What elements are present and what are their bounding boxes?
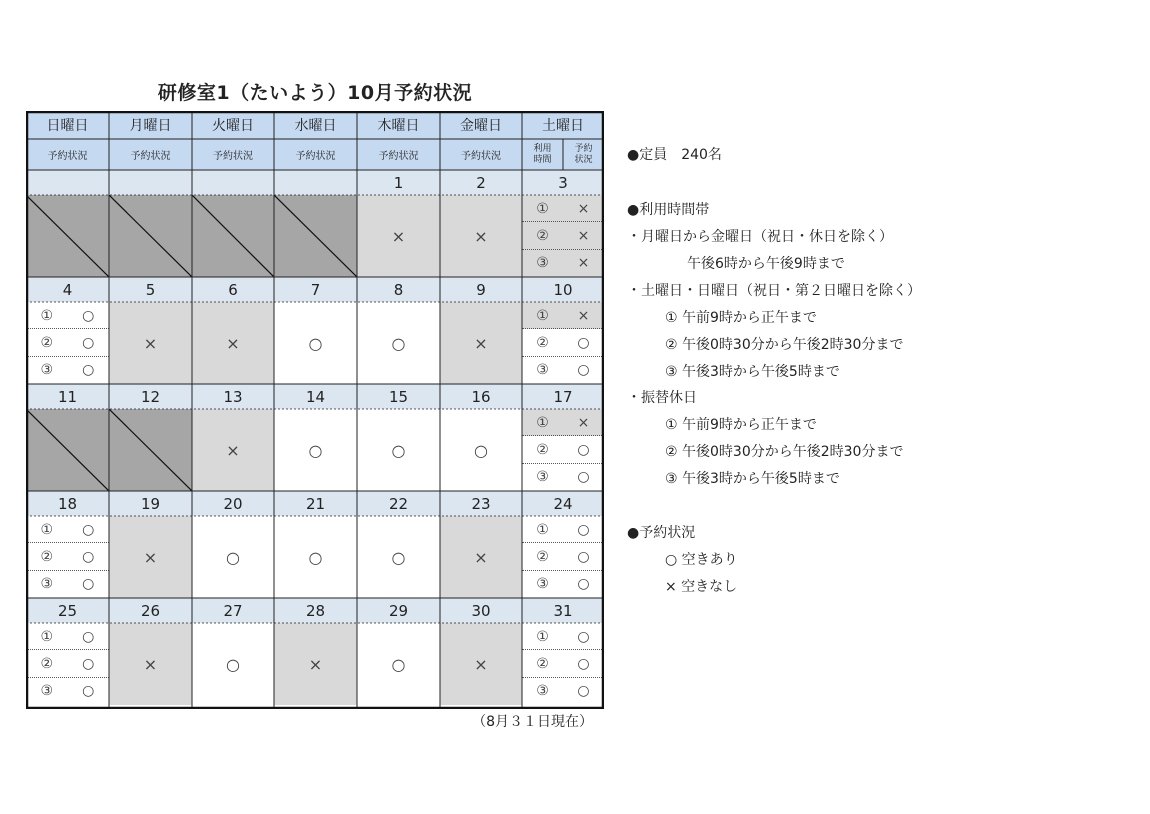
status-full: × 空きなし xyxy=(665,579,738,595)
status-subheader: 予約状況 xyxy=(192,139,274,170)
slot-status: ○ xyxy=(577,548,590,565)
day-status: × xyxy=(109,516,192,598)
slot-status: ○ xyxy=(577,334,590,351)
day-status: × xyxy=(440,302,522,384)
weekday-header: 木曜日 xyxy=(357,111,440,139)
day-status: ○ xyxy=(274,302,357,384)
weekend-title: ・土曜日・日曜日（祝日・第２日曜日を除く） xyxy=(627,283,921,299)
date-number: 22 xyxy=(357,491,440,516)
weekday-header: 金曜日 xyxy=(440,111,522,139)
slot-label: ③ xyxy=(536,576,549,593)
page-title: 研修室1（たいよう）10月予約状況 xyxy=(157,82,473,104)
slot-label: ③ xyxy=(536,362,549,379)
slot-label: ② xyxy=(536,548,549,565)
slot-label: ② xyxy=(536,655,549,672)
capacity-note: ●定員 240名 xyxy=(627,147,722,163)
weekday-header: 日曜日 xyxy=(26,111,109,139)
date-number: 19 xyxy=(109,491,192,516)
day-status: ○ xyxy=(274,516,357,598)
day-status: × xyxy=(109,302,192,384)
status-available: ○ 空きあり xyxy=(665,552,738,568)
slot-label: ③ xyxy=(536,255,549,272)
date-number: 13 xyxy=(192,384,274,409)
date-number: 10 xyxy=(522,277,604,302)
holiday-slot-1: ① 午前9時から正午まで xyxy=(665,417,817,433)
day-status: ○ xyxy=(357,623,440,705)
slot-label: ① xyxy=(536,200,549,217)
slot-label: ① xyxy=(536,414,549,431)
date-number: 7 xyxy=(274,277,357,302)
weekday-header: 月曜日 xyxy=(109,111,192,139)
day-status: × xyxy=(192,409,274,491)
slot-label: ② xyxy=(40,655,54,672)
weekday-hours: 午後6時から午後9時まで xyxy=(687,256,845,272)
slot-status: ○ xyxy=(82,362,95,379)
status-subheader: 予約状況 xyxy=(274,139,357,170)
weekday-title: ・月曜日から金曜日（祝日・休日を除く） xyxy=(627,229,893,245)
holiday-slot-3: ③ 午後3時から午後5時まで xyxy=(665,471,840,487)
slot-label: ③ xyxy=(536,469,549,486)
date-number: 30 xyxy=(440,598,522,623)
slot-label: ② xyxy=(536,227,549,244)
date-number: 21 xyxy=(274,491,357,516)
date-number: 16 xyxy=(440,384,522,409)
date-number: 2 xyxy=(440,170,522,195)
status-subheader: 予約状況 xyxy=(440,139,522,170)
date-number: 29 xyxy=(357,598,440,623)
date-number: 9 xyxy=(440,277,522,302)
slot-label: ① xyxy=(40,307,54,324)
slot-status: ○ xyxy=(82,307,95,324)
weekday-header: 土曜日 xyxy=(522,111,604,139)
slot-label: ③ xyxy=(40,362,54,379)
date-number: 24 xyxy=(522,491,604,516)
slot-status: × xyxy=(577,307,590,324)
date-number: 1 xyxy=(357,170,440,195)
status-subheader: 予約状況 xyxy=(357,139,440,170)
slot-status: ○ xyxy=(577,441,590,458)
weekend-slot-2: ② 午後0時30分から午後2時30分まで xyxy=(665,337,904,353)
date-number: 11 xyxy=(26,384,109,409)
status-subheader: 予約状況 xyxy=(109,139,192,170)
day-status: ○ xyxy=(192,516,274,598)
status-title: ●予約状況 xyxy=(627,525,696,541)
date-number: 31 xyxy=(522,598,604,623)
day-status: ○ xyxy=(357,516,440,598)
slot-status: ○ xyxy=(82,576,95,593)
slot-label: ① xyxy=(40,521,54,538)
slot-label: ③ xyxy=(536,683,549,700)
slot-label: ② xyxy=(40,548,54,565)
slot-status: ○ xyxy=(82,628,95,645)
slot-status: × xyxy=(577,200,590,217)
day-status: × xyxy=(192,302,274,384)
date-number: 6 xyxy=(192,277,274,302)
slot-status: × xyxy=(577,414,590,431)
day-status: ○ xyxy=(440,409,522,491)
weekend-slot-1: ① 午前9時から正午まで xyxy=(665,310,817,326)
usage-time-subheader: 利用 時間 xyxy=(522,139,563,170)
slot-status: ○ xyxy=(577,628,590,645)
slot-label: ① xyxy=(536,628,549,645)
slot-status: ○ xyxy=(577,576,590,593)
slot-status: ○ xyxy=(82,521,95,538)
slot-status: ○ xyxy=(82,683,95,700)
date-number: 28 xyxy=(274,598,357,623)
date-number: 5 xyxy=(109,277,192,302)
slot-label: ① xyxy=(536,307,549,324)
slot-status: ○ xyxy=(82,548,95,565)
reservation-calendar xyxy=(26,111,604,709)
slot-status: ○ xyxy=(82,334,95,351)
status-subheader: 予約状況 xyxy=(26,139,109,170)
day-status: ○ xyxy=(357,409,440,491)
slot-status: ○ xyxy=(577,469,590,486)
slot-status: ○ xyxy=(82,655,95,672)
date-number: 14 xyxy=(274,384,357,409)
date-number: 17 xyxy=(522,384,604,409)
slot-label: ② xyxy=(536,334,549,351)
day-status: ○ xyxy=(274,409,357,491)
as-of-date: （8月３１日現在） xyxy=(472,714,593,730)
slot-label: ① xyxy=(40,628,54,645)
slot-status: ○ xyxy=(577,521,590,538)
date-number: 25 xyxy=(26,598,109,623)
holiday-slot-2: ② 午後0時30分から午後2時30分まで xyxy=(665,444,904,460)
slot-status: × xyxy=(577,227,590,244)
slot-status: × xyxy=(577,255,590,272)
day-status: × xyxy=(109,623,192,705)
slot-label: ① xyxy=(536,521,549,538)
date-number: 27 xyxy=(192,598,274,623)
weekday-header: 水曜日 xyxy=(274,111,357,139)
weekend-slot-3: ③ 午後3時から午後5時まで xyxy=(665,364,840,380)
slot-status: ○ xyxy=(577,655,590,672)
weekday-header: 火曜日 xyxy=(192,111,274,139)
day-status: ○ xyxy=(192,623,274,705)
date-number: 3 xyxy=(522,170,604,195)
date-number: 15 xyxy=(357,384,440,409)
hours-title: ●利用時間帯 xyxy=(627,202,710,218)
slot-label: ③ xyxy=(40,576,54,593)
day-status: × xyxy=(440,623,522,705)
date-number: 18 xyxy=(26,491,109,516)
calendar-grid-lines xyxy=(26,111,604,709)
day-status: × xyxy=(440,195,522,277)
day-status: × xyxy=(274,623,357,705)
slot-status: ○ xyxy=(577,683,590,700)
day-status: × xyxy=(357,195,440,277)
date-number: 12 xyxy=(109,384,192,409)
slot-label: ② xyxy=(40,334,54,351)
date-number: 8 xyxy=(357,277,440,302)
slot-label: ③ xyxy=(40,683,54,700)
status-subheader: 予約 状況 xyxy=(563,139,604,170)
day-status: ○ xyxy=(357,302,440,384)
slot-label: ② xyxy=(536,441,549,458)
day-status: × xyxy=(440,516,522,598)
holiday-title: ・振替休日 xyxy=(627,390,697,406)
slot-status: ○ xyxy=(577,362,590,379)
date-number: 4 xyxy=(26,277,109,302)
date-number: 26 xyxy=(109,598,192,623)
date-number: 23 xyxy=(440,491,522,516)
date-number: 20 xyxy=(192,491,274,516)
